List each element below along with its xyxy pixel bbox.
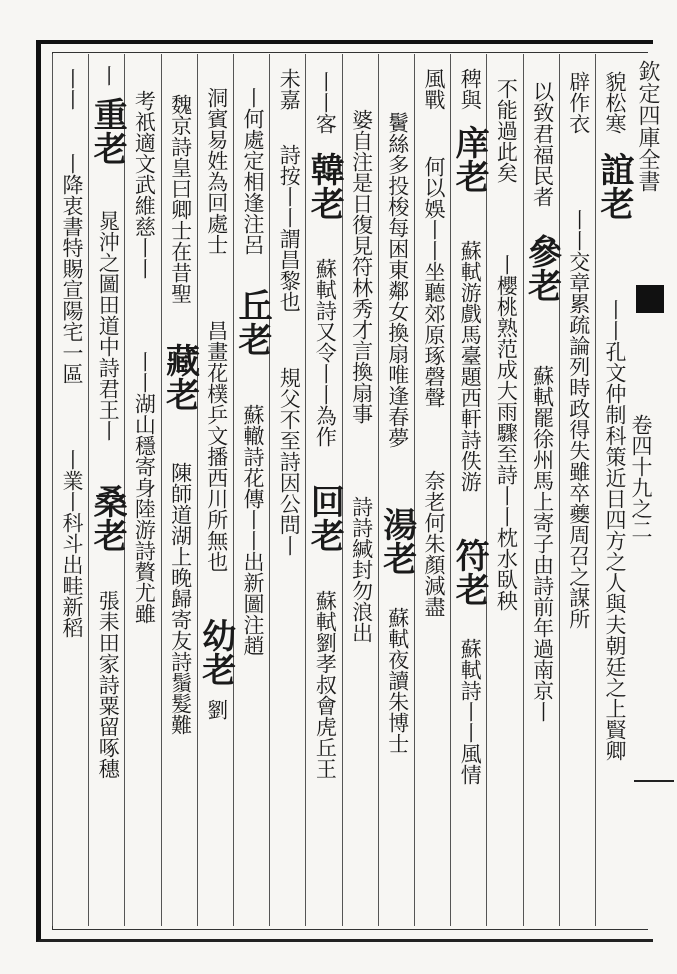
- annotation-text: 丨: [96, 65, 121, 87]
- annotation-text: 婆自注是日復見符林秀才言換扇事: [349, 109, 374, 425]
- annotation-text: 魏京詩皇曰卿士在昔聖: [168, 93, 193, 304]
- annotation-text: 丨丨: [60, 68, 84, 111]
- annotation-text: 考祇適文武維慈丨丨: [132, 90, 157, 280]
- annotation-text: 鬢絲多投梭每困東鄰女換扇唯逢春夢: [385, 112, 410, 449]
- annotation-text: 丨丨客: [313, 71, 338, 135]
- annotation-text: 貌松寒: [603, 71, 627, 135]
- column-rule: [269, 54, 270, 926]
- fold-line: [634, 780, 674, 782]
- column-rule: [378, 54, 379, 926]
- annotation-text: 奈老何朱顏減盡: [422, 470, 446, 618]
- annotation-text: 張耒田家詩粟留啄穗: [96, 589, 121, 779]
- annotation-text: 蘇轍詩花傳丨丨出新圖注趙: [241, 404, 265, 657]
- annotation-text: 丨丨孔文仲制科策近日四方之人與夫朝廷之上賢卿: [603, 299, 627, 762]
- annotation-text: 蘇軾夜讀朱博士: [385, 606, 410, 754]
- annotation-text: 昌畫花樸乒文播西川所無也: [204, 320, 229, 573]
- annotation-text: 詩按丨丨謂昌黎也: [277, 143, 302, 312]
- annotation-text: 辟作衣: [566, 71, 591, 135]
- annotation-text: 丨業丨科斗出畦新稻: [60, 449, 84, 639]
- entry-headword: 參老: [521, 233, 562, 302]
- entry-headword: 桑老: [87, 483, 128, 552]
- annotation-text: 丨丨湖山穩寄身陸游詩贅尤雖: [132, 350, 157, 624]
- annotation-text: 晁沖之圖田道中詩君王丨: [96, 209, 121, 441]
- annotation-text: 蘇軾游戲馬臺題西軒詩佚游: [458, 240, 483, 493]
- annotation-text: 蘇軾詩又令丨丨為作: [313, 258, 338, 448]
- annotation-text: 陳師道湖上晚歸寄友詩鬚髮難: [168, 461, 193, 735]
- column-rule: [559, 54, 560, 926]
- annotation-text: 未嘉: [277, 68, 302, 111]
- annotation-text: 不能過此矣: [494, 77, 519, 183]
- annotation-text: 何以娛丨丨坐聽郊原琢磬聲: [422, 156, 446, 409]
- entry-headword: 韓老: [304, 151, 345, 220]
- entry-headword: 符老: [449, 538, 490, 607]
- chapter-label: 卷四十九之二: [629, 414, 653, 540]
- entry-headword: 幼老: [195, 618, 236, 686]
- annotation-text: 丨丨交章累疏論列時政得失雖卒夔周召之謀所: [566, 208, 591, 629]
- annotation-text: 蘇軾詩丨丨風情: [458, 638, 483, 786]
- entry-headword: 庠老: [449, 124, 490, 193]
- entry-headword: 藏老: [159, 343, 200, 411]
- annotation-text: 劉: [204, 699, 229, 721]
- entry-headword: 回老: [304, 483, 345, 552]
- fish-tail-mark: [636, 285, 664, 313]
- column-rule: [523, 54, 524, 926]
- entry-headword: 誼老: [594, 151, 634, 220]
- annotation-text: 風戰: [422, 68, 446, 111]
- annotation-text: 稗與: [458, 68, 483, 111]
- entry-headword: 重老: [87, 97, 128, 166]
- annotation-text: 詩詩緘封勿浪出: [349, 495, 374, 643]
- annotation-text: 丨櫻桃熟范成大雨驟至詩丨丨枕水臥秧: [494, 254, 519, 612]
- column-rule: [161, 54, 162, 926]
- annotation-text: 丨何處定相逢注呂: [241, 87, 265, 256]
- column-rule: [52, 54, 53, 926]
- entry-headword: 丘老: [232, 288, 272, 357]
- annotation-text: 蘇軾劉孝叔會虎丘王: [313, 589, 338, 779]
- column-rule: [233, 54, 234, 926]
- annotation-text: 丨降衷書特賜宣陽宅一區: [60, 153, 84, 385]
- entry-headword: 湯老: [376, 506, 417, 575]
- annotation-text: 以致君福民者: [530, 80, 555, 207]
- column-rule: [197, 54, 198, 926]
- book-title: 欽定四庫全書: [635, 60, 660, 192]
- annotation-text: 規父不至詩因公問丨: [277, 367, 302, 557]
- column-rule: [414, 54, 415, 926]
- annotation-text: 洞賓易姓為回處士: [204, 87, 229, 256]
- annotation-text: 蘇軾罷徐州馬上寄子由詩前年過南京丨: [530, 365, 555, 723]
